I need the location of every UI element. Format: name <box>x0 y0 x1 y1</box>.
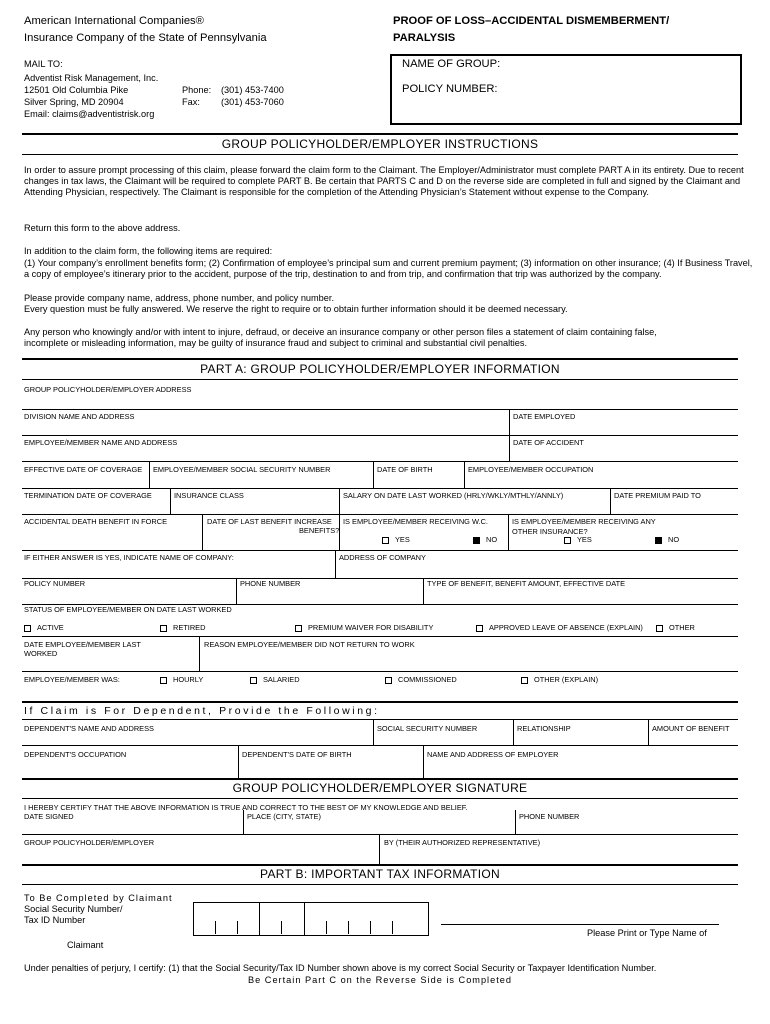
divider <box>22 379 738 380</box>
checkbox-checked-icon[interactable] <box>473 537 480 544</box>
status-label: STATUS OF EMPLOYEE/MEMBER ON DATE LAST WORKED <box>24 605 232 614</box>
row-line <box>22 514 738 515</box>
provide-info: Please provide company name, address, phone number, and policy number. <box>24 293 335 303</box>
checkbox-icon[interactable] <box>476 625 483 632</box>
other-ins-label2: OTHER INSURANCE? <box>512 527 588 536</box>
instructions-return: Return this form to the above address. <box>24 223 181 233</box>
termination-date-label: TERMINATION DATE OF COVERAGE <box>24 491 152 500</box>
dependent-occupation-field[interactable] <box>24 762 236 776</box>
date-signed-field[interactable] <box>24 822 241 833</box>
relationship-label: RELATIONSHIP <box>517 724 571 733</box>
termination-date-field[interactable] <box>24 501 168 513</box>
company-name: American International Companies® <box>24 15 204 27</box>
divider <box>22 154 738 155</box>
ssn-digit-tick <box>326 921 327 934</box>
row-line <box>22 435 738 436</box>
part-b-heading: PART B: IMPORTANT TAX INFORMATION <box>260 867 500 881</box>
part-a-heading: PART A: GROUP POLICYHOLDER/EMPLOYER INFORMATION <box>200 362 560 376</box>
ssn-digit-tick <box>215 921 216 934</box>
representative-field[interactable] <box>384 849 735 862</box>
dependent-heading: If Claim is For Dependent, Provide the Following: <box>24 705 380 717</box>
fax-value: (301) 453-7060 <box>221 97 284 107</box>
phone-number-col-label: PHONE NUMBER <box>240 579 301 588</box>
adb-input[interactable] <box>24 528 204 550</box>
division-field[interactable] <box>24 422 507 434</box>
required-intro: In addition to the claim form, the following items are required: <box>24 246 273 256</box>
col-line <box>508 514 509 550</box>
date-accident-label: DATE OF ACCIDENT <box>513 438 584 447</box>
phone-value: (301) 453-7400 <box>221 85 284 95</box>
status-other-option[interactable] <box>656 623 695 632</box>
instructions-heading: GROUP POLICYHOLDER/EMPLOYER INSTRUCTIONS <box>221 137 539 151</box>
row-line <box>22 550 738 551</box>
ssn-box-divider <box>304 902 305 935</box>
last-worked-label2: WORKED <box>24 649 58 658</box>
benefit-type-label: TYPE OF BENEFIT, BENEFIT AMOUNT, EFFECTIVE DATE <box>427 579 626 588</box>
status-active-option[interactable] <box>24 623 64 632</box>
wc-question-label: IS EMPLOYEE/MEMBER RECEIVING W.C. <box>343 517 488 526</box>
contact-email: Email: claims@adventistrisk.org <box>24 109 155 119</box>
last-increase-label: DATE OF LAST BENEFIT INCREASE <box>207 517 332 526</box>
divider <box>22 358 738 360</box>
signature-phone-input[interactable] <box>519 824 739 837</box>
adb-label: ACCIDENTAL DEATH BENEFIT IN FORCE <box>24 517 168 526</box>
employee-name-label: EMPLOYEE/MEMBER NAME AND ADDRESS <box>24 438 178 447</box>
salary-label: SALARY ON DATE LAST WORKED (HRLY/WKLY/MTHLY/ANNLY) <box>343 491 564 500</box>
place-field[interactable] <box>247 822 513 833</box>
checkbox-icon[interactable] <box>160 677 167 684</box>
other-phone-field[interactable] <box>240 590 421 603</box>
divider <box>22 884 738 885</box>
checkbox-icon[interactable] <box>24 625 31 632</box>
divider <box>22 133 738 135</box>
dependent-dob-input[interactable] <box>242 763 425 779</box>
insurer-name: Insurance Company of the State of Pennsylvania <box>24 32 267 44</box>
checkbox-checked-icon[interactable] <box>655 537 662 544</box>
ssn-digit-tick <box>237 921 238 934</box>
place-label: PLACE (CITY, STATE) <box>247 812 321 821</box>
dob-field[interactable] <box>377 475 462 487</box>
row-line <box>22 636 738 637</box>
effective-date-label: EFFECTIVE DATE OF COVERAGE <box>24 465 143 474</box>
checkbox-icon[interactable] <box>250 677 257 684</box>
row-line <box>22 745 738 746</box>
employer-address-label: NAME AND ADDRESS OF EMPLOYER <box>427 750 559 759</box>
status-retired-label: RETIRED <box>173 623 206 632</box>
dependent-name-input[interactable] <box>24 735 375 748</box>
dependent-dob-field[interactable] <box>242 762 421 776</box>
reason-label: REASON EMPLOYEE/MEMBER DID NOT RETURN TO WORK <box>204 640 415 649</box>
other-ins-no-label: NO <box>668 535 680 544</box>
signature-heading: GROUP POLICYHOLDER/EMPLOYER SIGNATURE <box>232 781 528 795</box>
company-address-field[interactable] <box>339 564 735 577</box>
form-title-line2: PARALYSIS <box>393 32 456 44</box>
checkbox-icon[interactable] <box>382 537 389 544</box>
dependent-name-field[interactable] <box>24 733 371 744</box>
checkbox-icon[interactable] <box>160 625 167 632</box>
status-leave-label: APPROVED LEAVE OF ABSENCE (EXPLAIN) <box>489 623 643 632</box>
fax-label: Fax: <box>182 97 200 107</box>
adb-field[interactable] <box>24 528 200 548</box>
was-other-option[interactable] <box>521 675 598 684</box>
signature-phone-label: PHONE NUMBER <box>519 812 580 821</box>
other-ins-label: IS EMPLOYEE/MEMBER RECEIVING ANY <box>512 517 656 526</box>
dependent-occupation-input[interactable] <box>24 763 240 779</box>
last-worked-field[interactable] <box>24 659 197 670</box>
status-active-label: ACTIVE <box>37 623 64 632</box>
effective-date-field[interactable] <box>24 475 147 487</box>
ssn-field[interactable] <box>153 475 371 487</box>
ssn-digit-tick <box>370 921 371 934</box>
row-line <box>22 409 738 410</box>
division-label: DIVISION NAME AND ADDRESS <box>24 412 135 421</box>
ssn-digit-tick <box>392 921 393 934</box>
other-ins-yes-option[interactable] <box>564 535 592 544</box>
employer-signature-input[interactable] <box>24 850 381 865</box>
fraud-warning: Any person who knowingly and/or with intent to injure, defraud, or deceive an insurance company or other person files a statement of claim containing false, incomplete or misleading information, may be guilty of insurance fraud and subject to criminal and substantial civil penalties. <box>24 327 657 348</box>
date-signed-input[interactable] <box>24 824 245 837</box>
last-worked-label: DATE EMPLOYEE/MEMBER LAST <box>24 640 141 649</box>
status-other-label: OTHER <box>669 623 695 632</box>
answer-all: Every question must be fully answered. We reserve the right to require or to obtain further information should it be deemed necessary. <box>24 304 568 314</box>
employer-address-input[interactable] <box>427 763 739 779</box>
company-address-label: ADDRESS OF COMPANY <box>339 553 426 562</box>
group-name-label: NAME OF GROUP: <box>402 58 501 70</box>
divider <box>22 798 738 799</box>
benefit-type-field[interactable] <box>427 590 735 603</box>
if-yes-label: IF EITHER ANSWER IS YES, INDICATE NAME OF COMPANY: <box>24 553 234 562</box>
date-employed-label: DATE EMPLOYED <box>513 412 576 421</box>
signature-phone-field[interactable] <box>519 822 735 833</box>
last-worked-input[interactable] <box>24 661 201 674</box>
group-name-input[interactable] <box>510 56 739 76</box>
policy-number-input[interactable] <box>510 81 739 101</box>
was-hourly-option[interactable] <box>160 675 203 684</box>
occupation-label: EMPLOYEE/MEMBER OCCUPATION <box>468 465 594 474</box>
policy-number-col-label: POLICY NUMBER <box>24 579 86 588</box>
other-ins-yes-label: YES <box>577 535 592 544</box>
date-accident-field[interactable] <box>513 448 735 460</box>
occupation-field[interactable] <box>468 475 735 487</box>
dependent-ssn-label: SOCIAL SECURITY NUMBER <box>377 724 478 733</box>
row-line <box>22 578 738 579</box>
claimant-name-field[interactable] <box>441 908 719 923</box>
was-other-label: OTHER (EXPLAIN) <box>534 675 599 684</box>
divider <box>22 701 738 703</box>
dependent-name-label: DEPENDENT'S NAME AND ADDRESS <box>24 724 154 733</box>
col-line <box>339 514 340 550</box>
amount-benefit-input[interactable] <box>652 735 739 748</box>
other-ins-no-option[interactable] <box>655 535 679 544</box>
was-salaried-option[interactable] <box>250 675 300 684</box>
row-line <box>22 488 738 489</box>
premium-paid-field[interactable] <box>614 501 735 513</box>
form-title-line1: PROOF OF LOSS–ACCIDENTAL DISMEMBERMENT/ <box>393 15 670 27</box>
ssn-tax-label: Social Security Number/ <box>24 904 123 914</box>
certify-statement: I HEREBY CERTIFY THAT THE ABOVE INFORMATION IS TRUE AND CORRECT TO THE BEST OF MY KNOWLEDGE AND BELIEF. <box>24 803 468 812</box>
wc-no-label: NO <box>486 535 498 544</box>
checkbox-icon[interactable] <box>656 625 663 632</box>
ssn-digit-tick <box>281 921 282 934</box>
divider <box>22 719 738 720</box>
group-address-label: GROUP POLICYHOLDER/EMPLOYER ADDRESS <box>24 385 192 394</box>
date-employed-field[interactable] <box>513 422 735 434</box>
checkbox-icon[interactable] <box>295 625 302 632</box>
amount-benefit-label: AMOUNT OF BENEFIT <box>652 724 730 733</box>
reverse-side-reminder: Be Certain Part C on the Reverse Side is Completed <box>248 975 512 985</box>
checkbox-icon[interactable] <box>521 677 528 684</box>
to-be-completed: To Be Completed by Claimant <box>24 893 173 903</box>
phone-label: Phone: <box>182 85 212 95</box>
was-salaried-label: SALARIED <box>263 675 300 684</box>
dependent-ssn-field[interactable] <box>377 733 511 744</box>
tax-id-label: Tax ID Number <box>24 915 86 925</box>
ssn-boxes[interactable] <box>193 902 429 936</box>
salary-field[interactable] <box>343 501 608 513</box>
last-increase-label2: BENEFITS? <box>299 526 340 535</box>
policy-number-label: POLICY NUMBER: <box>402 83 498 95</box>
wc-no-option[interactable] <box>473 535 497 544</box>
wc-yes-option[interactable] <box>382 535 410 544</box>
employer-signature-field[interactable] <box>24 849 377 862</box>
was-hourly-label: HOURLY <box>173 675 204 684</box>
representative-input[interactable] <box>384 850 739 865</box>
row-line <box>22 461 738 462</box>
relationship-field[interactable] <box>517 733 646 744</box>
status-leave-option[interactable] <box>476 623 643 632</box>
amount-benefit-field[interactable] <box>652 733 735 744</box>
address-line3: Silver Spring, MD 20904 <box>24 97 124 107</box>
reason-input[interactable] <box>204 651 739 672</box>
ssn-digit-tick <box>348 921 349 934</box>
checkbox-icon[interactable] <box>385 677 392 684</box>
company-name-field[interactable] <box>24 564 333 577</box>
was-commissioned-label: COMMISSIONED <box>398 675 457 684</box>
checkbox-icon[interactable] <box>564 537 571 544</box>
policy-number-field[interactable] <box>510 81 735 99</box>
premium-paid-label: DATE PREMIUM PAID TO <box>614 491 701 500</box>
print-name-label: Please Print or Type Name of <box>587 928 707 938</box>
employer-address-field[interactable] <box>427 762 735 776</box>
ssn-label: EMPLOYEE/MEMBER SOCIAL SECURITY NUMBER <box>153 465 331 474</box>
row-line <box>22 834 738 835</box>
claimant-label: Claimant <box>67 940 104 950</box>
status-premium-waiver-option[interactable] <box>295 623 433 632</box>
mail-to-label: MAIL TO: <box>24 59 63 69</box>
ssn-box-divider <box>259 902 260 935</box>
required-items: (1) Your company’s enrollment benefits form; (2) Confirmation of employee’s principal sum and current premium payment; (3) information on other insurance; (4) If Business Travel, a copy of employee’s itinerary prior to the accident, purpose of the trip, destination to and from trip, and confirmation that trip was authorized by the company. <box>24 258 753 279</box>
dob-label: DATE OF BIRTH <box>377 465 433 474</box>
address-line1: Adventist Risk Management, Inc. <box>24 73 159 83</box>
group-name-field[interactable] <box>510 56 735 74</box>
row-line <box>22 671 738 672</box>
relationship-input[interactable] <box>517 735 650 748</box>
dependent-occupation-label: DEPENDENT'S OCCUPATION <box>24 750 127 759</box>
insurance-class-label: INSURANCE CLASS <box>174 491 244 500</box>
employer-signature-label: GROUP POLICYHOLDER/EMPLOYER <box>24 838 155 847</box>
wc-yes-label: YES <box>395 535 410 544</box>
employee-was-label: EMPLOYEE/MEMBER WAS: <box>24 675 120 684</box>
date-signed-label: DATE SIGNED <box>24 812 74 821</box>
status-premium-waiver-label: PREMIUM WAIVER FOR DISABILITY <box>308 623 434 632</box>
other-policy-field[interactable] <box>24 590 234 603</box>
status-retired-option[interactable] <box>160 623 205 632</box>
dependent-dob-label: DEPENDENT'S DATE OF BIRTH <box>242 750 352 759</box>
insurance-class-field[interactable] <box>174 501 337 513</box>
dependent-ssn-input[interactable] <box>377 735 515 748</box>
group-address-field[interactable] <box>24 395 736 408</box>
place-input[interactable] <box>247 824 517 837</box>
divider <box>22 864 738 866</box>
employee-name-field[interactable] <box>24 448 507 460</box>
address-line2: 12501 Old Columbia Pike <box>24 85 129 95</box>
divider <box>22 778 738 780</box>
perjury-statement: Under penalties of perjury, I certify: (1) that the Social Security/Tax ID Number shown above is my correct Social Security or Taxpayer Identification Number. <box>24 963 657 973</box>
instructions-para1: In order to assure prompt processing of this claim, please forward the claim form to the Claimant. The Employer/Administrator must complete PART A in its entirety. Due to recent changes in tax laws, the Claimant will be required to complete PART B. Be certain that PARTS C and D on the reverse side are completed in full and signed by the Claimant and Attending Physician, respectively. The Claimant is responsible for the completion of the Attending Physician’s Statement without expense to the Company. <box>24 165 744 197</box>
claimant-name-input[interactable] <box>441 908 723 925</box>
reason-field[interactable] <box>204 651 735 670</box>
representative-label: BY (THEIR AUTHORIZED REPRESENTATIVE) <box>384 838 541 847</box>
was-commissioned-option[interactable] <box>385 675 457 684</box>
